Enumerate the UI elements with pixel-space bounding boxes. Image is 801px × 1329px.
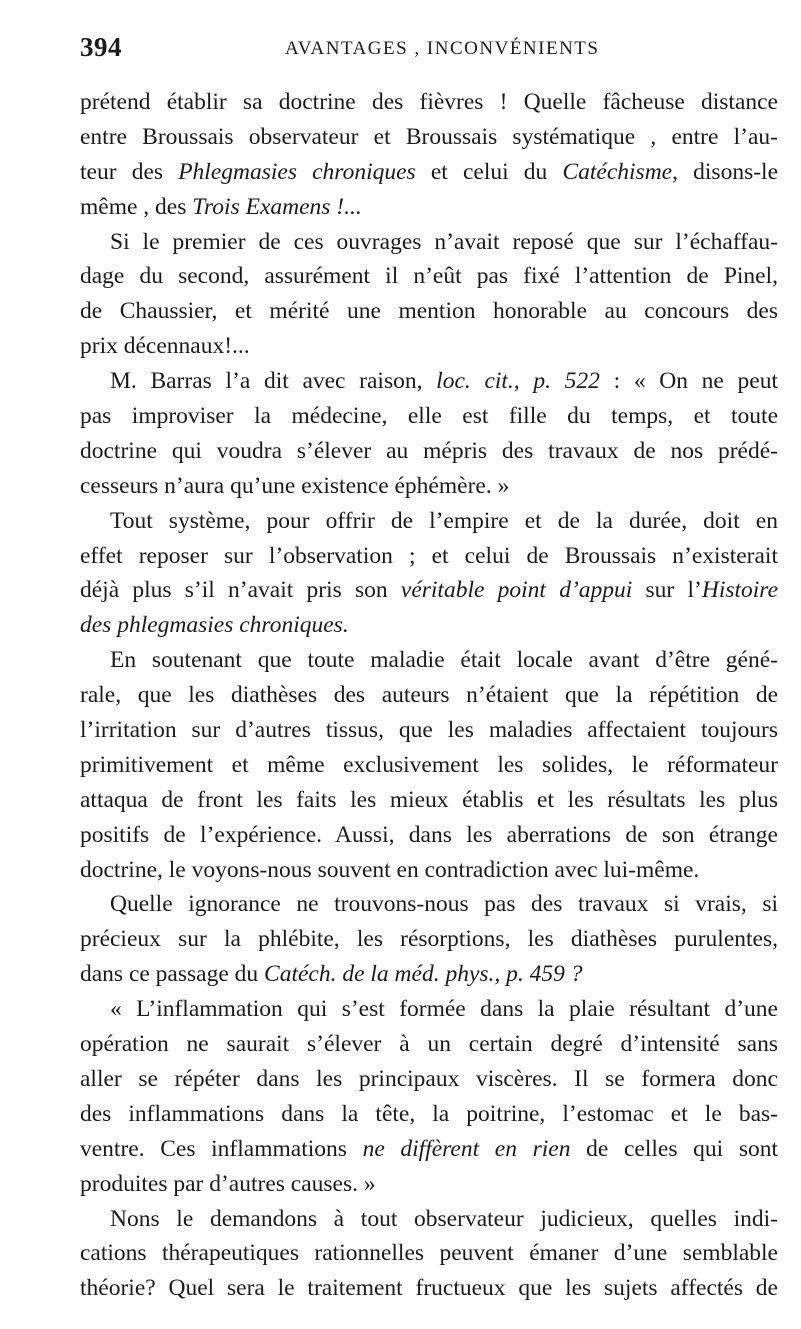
text-line: des phlegmasies chroniques. [80,612,349,639]
text-line: aller se répéter dans les principaux viscères. Il se formera donc [80,1065,778,1092]
text-line: doctrine, le voyons-nous souvent en contradiction avec lui-même. [80,856,700,883]
text-line: pas improviser la médecine, elle est fille du temps, et toute [80,403,778,430]
text-line: précieux sur la phlébite, les résorptions, les diathèses purulentes, [80,926,778,953]
text-line: l’irritation sur d’autres tissus, que les maladies affectaient toujours [80,717,778,744]
text-line: dans ce passage du Catéch. de la méd. phys., p. 459 ? [80,961,583,988]
text-line: Nons le demandons à tout observateur judicieux, quelles indi- [110,1205,778,1232]
text-line: Quelle ignorance ne trouvons-nous pas des travaux si vrais, si [110,891,778,918]
text-line: effet reposer sur l’observation ; et celui de Broussais n’existerait [80,542,778,569]
page-header [80,32,770,72]
text-line: déjà plus s’il n’avait pris son véritable point d’appui sur l’Histoire [80,577,779,604]
text-line: M. Barras l’a dit avec raison, loc. cit., p. 522 : « On ne peut [110,368,779,395]
text-line: opération ne saurait s’élever à un certain degré d’intensité sans [80,1031,778,1058]
text-line: dage du second, assurément il n’eût pas fixé l’attention de Pinel, [80,263,778,290]
text-line: cations thérapeutiques rationnelles peuvent émaner d’une semblable [80,1240,778,1267]
text-line: doctrine qui voudra s’élever au mépris des travaux de nos prédé- [80,437,778,464]
text-line: Tout système, pour offrir de l’empire et de la durée, doit en [110,507,778,534]
text-line: même , des Trois Examens !... [80,193,362,220]
text-line: théorie? Quel sera le traitement fructueux que les sujets affectés de [80,1275,778,1302]
text-line: produites par d’autres causes. » [80,1170,376,1197]
text-line: ventre. Ces inflammations ne diffèrent en rien de celles qui sont [80,1135,778,1162]
body-text [80,85,778,1306]
text-line: cesseurs n’aura qu’une existence éphémère. » [80,472,510,499]
text-line: « L’inflammation qui s’est formée dans la plaie résultant d’une [110,996,778,1023]
text-line: positifs de l’expérience. Aussi, dans les aberrations de son étrange [80,821,778,848]
text-line: prix décennaux!... [80,333,250,360]
text-line: En soutenant que toute maladie était locale avant d’être géné- [110,647,778,674]
running-title: AVANTAGES , INCONVÉNIENTS [285,38,600,59]
text-line: attaqua de front les faits les mieux établis et les résultats les plus [80,786,778,813]
text-line: entre Broussais observateur et Broussais systématique , entre l’au- [80,123,778,150]
text-line: prétend établir sa doctrine des fièvres ! Quelle fâcheuse distance [80,89,778,115]
text-line: Si le premier de ces ouvrages n’avait reposé que sur l’échaffau- [110,228,778,255]
page-number: 394 [80,32,122,62]
text-line: teur des Phlegmasies chroniques et celui du Catéchisme, disons-le [80,158,778,185]
text-line: des inflammations dans la tête, la poitrine, l’estomac et le bas- [80,1100,778,1127]
text-line: de Chaussier, et mérité une mention honorable au concours des [80,298,778,325]
text-line: primitivement et même exclusivement les solides, le réformateur [80,751,778,778]
text-line: rale, que les diathèses des auteurs n’étaient que la répétition de [80,682,778,709]
